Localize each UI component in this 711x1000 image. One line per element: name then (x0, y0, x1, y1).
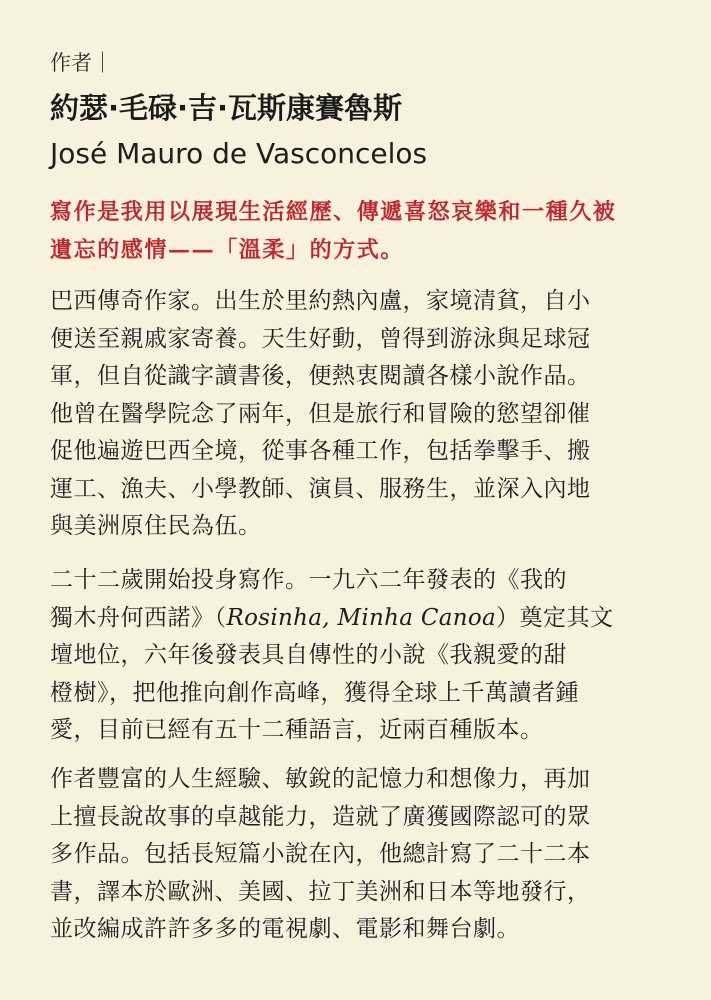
paragraph-line (50, 600, 675, 638)
bio-paragraph-1 (50, 283, 675, 546)
author-name-english: José Mauro de Vasconcelos (50, 137, 428, 170)
book-title-portuguese: Rosinha, Minha Canoa (226, 604, 497, 631)
author-label: 作者｜ (50, 51, 113, 75)
paragraph-line: 他曾在醫學院念了兩年，但是旅行和冒險的慾望卻催 (50, 400, 591, 427)
quote-line: 寫作是我用以展現生活經歷、傳遞喜怒哀樂和一種久被 (50, 199, 617, 225)
bio-paragraph-2 (50, 562, 675, 750)
paragraph-line: 二十二歲開始投身寫作。一九六二年發表的《我的 (50, 567, 567, 593)
paragraph-line: 橙樹》，把他推向創作高峰，獲得全球上千萬讀者鍾 (50, 679, 579, 706)
paragraph-line: 與美洲原住民為伍。 (50, 513, 262, 539)
paragraph-text: 獨木舟何西諾》（ (50, 604, 227, 631)
paragraph-line: 巴西傳奇作家。出生於里約熱內盧，家境清貧，自小 (50, 288, 591, 314)
author-quote (50, 193, 675, 269)
paragraph-line: 軍，但自從識字讀書後，便熱衷閱讀各樣小說作品。 (50, 363, 591, 389)
paragraph-line: 促他遍遊巴西全境，從事各種工作，包括拳擊手、搬 (50, 438, 591, 464)
bio-paragraph-3 (50, 761, 675, 949)
paragraph-line: 書，譯本於歐洲、美國、拉丁美洲和日本等地發行， (50, 878, 591, 905)
paragraph-line: 並改編成許許多多的電視劇、電影和舞台劇。 (50, 916, 520, 942)
paragraph-line: 壇地位，六年後發表具自傳性的小說《我親愛的甜 (50, 642, 567, 668)
paragraph-text: ）奠定其文 (496, 604, 614, 631)
paragraph-line: 便送至親戚家寄養。天生好動，曾得到游泳與足球冠 (50, 325, 591, 352)
paragraph-line: 愛，目前已經有五十二種語言，近兩百種版本。 (50, 717, 544, 743)
author-name-chinese: 約瑟·毛碌·吉·瓦斯康賽魯斯 (50, 91, 403, 125)
paragraph-line: 多作品。包括長短篇小說在內，他總計寫了二十二本 (50, 841, 591, 867)
paragraph-line: 運工、漁夫、小學教師、演員、服務生，並深入內地 (50, 475, 591, 502)
paragraph-line: 上擅長說故事的卓越能力，造就了廣獲國際認可的眾 (50, 803, 591, 830)
paragraph-line: 作者豐富的人生經驗、敏銳的記憶力和想像力，再加 (50, 766, 591, 792)
quote-line: 遺忘的感情——「溫柔」的方式。 (50, 237, 405, 263)
